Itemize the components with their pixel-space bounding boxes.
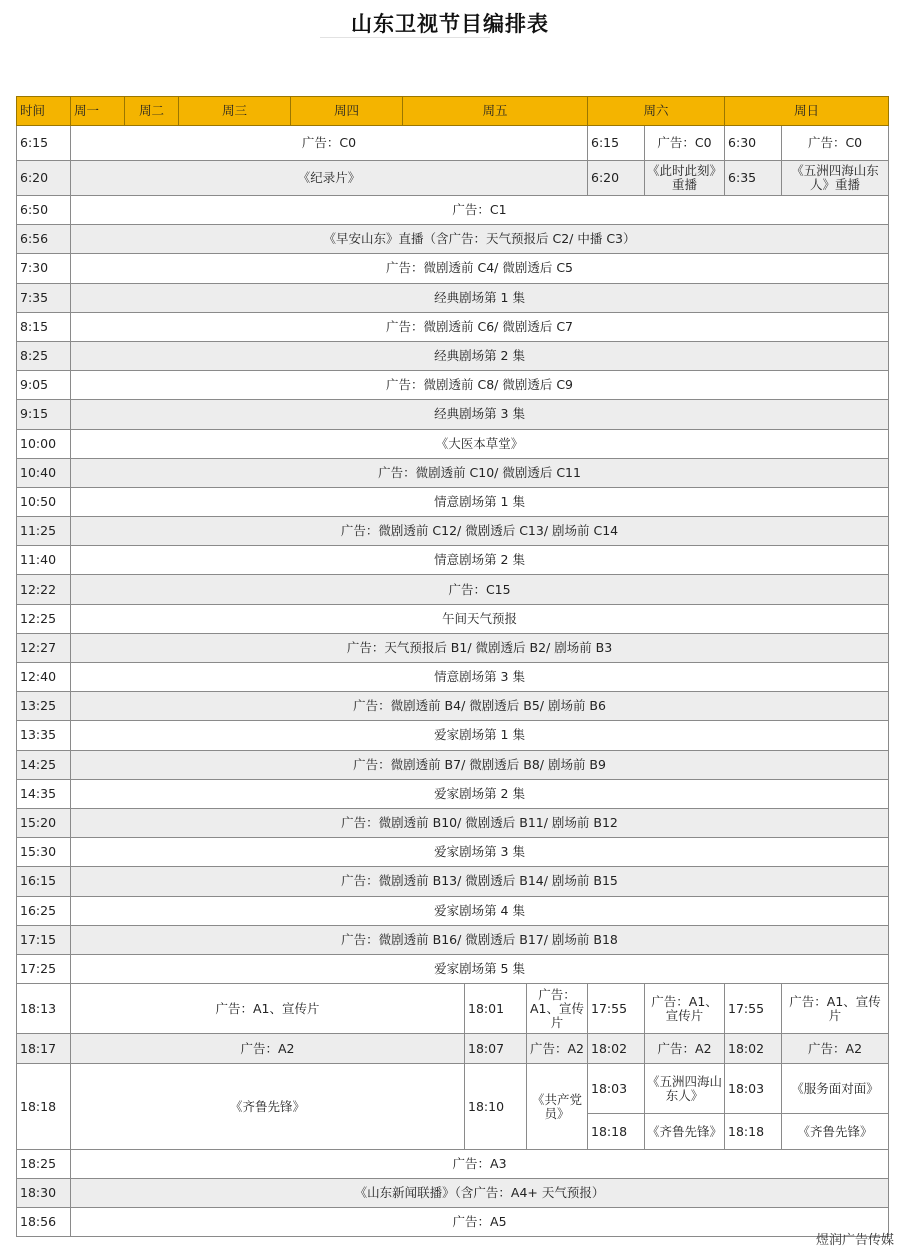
time-cell: 6:50 — [17, 196, 71, 225]
program-cell: 《齐鲁先锋》 — [71, 1064, 465, 1150]
sun-program-cell: 广告：C0 — [782, 126, 889, 161]
header-time: 时间 — [17, 97, 71, 126]
table-row — [17, 633, 889, 662]
table-row — [17, 196, 889, 225]
header-mon: 周一 — [71, 97, 125, 126]
table-row — [17, 604, 889, 633]
table-row — [17, 225, 889, 254]
schedule-table — [16, 96, 889, 1237]
program-cell: 《纪录片》 — [71, 161, 588, 196]
program-cell: 广告：微剧透前 B7/ 微剧透后 B8/ 剧场前 B9 — [71, 750, 889, 779]
time-cell: 10:40 — [17, 458, 71, 487]
time-cell: 6:20 — [17, 161, 71, 196]
sat-time-cell: 18:18 — [588, 1114, 645, 1150]
program-cell: 广告：微剧透前 C8/ 微剧透后 C9 — [71, 371, 889, 400]
sat-time-cell: 6:20 — [588, 161, 645, 196]
program-cell: 情意剧场第 3 集 — [71, 663, 889, 692]
table-row — [17, 1064, 889, 1114]
sun-time-cell: 6:35 — [725, 161, 782, 196]
program-cell: 广告：微剧透前 C4/ 微剧透后 C5 — [71, 254, 889, 283]
time-cell: 6:15 — [17, 126, 71, 161]
table-row — [17, 808, 889, 837]
program-cell: 爱家剧场第 1 集 — [71, 721, 889, 750]
program-cell: 广告：微剧透前 B10/ 微剧透后 B11/ 剧场前 B12 — [71, 808, 889, 837]
sat-time-cell: 6:15 — [588, 126, 645, 161]
sat-program-cell: 广告：C0 — [645, 126, 725, 161]
table-row — [17, 838, 889, 867]
program-cell: 广告：A2 — [71, 1034, 465, 1064]
time-cell: 18:56 — [17, 1208, 71, 1237]
sun-time-cell: 6:30 — [725, 126, 782, 161]
program-cell: 《早安山东》直播（含广告：天气预报后 C2/ 中播 C3） — [71, 225, 889, 254]
table-row — [17, 1208, 889, 1237]
program-cell: 情意剧场第 1 集 — [71, 487, 889, 516]
fri-program-cell: 《共产党员》 — [527, 1064, 588, 1150]
program-cell: 广告：C1 — [71, 196, 889, 225]
table-row — [17, 1034, 889, 1064]
time-cell: 8:15 — [17, 312, 71, 341]
time-cell: 8:25 — [17, 341, 71, 370]
time-cell: 15:20 — [17, 808, 71, 837]
time-cell: 15:30 — [17, 838, 71, 867]
time-cell: 18:13 — [17, 984, 71, 1034]
table-row — [17, 126, 889, 161]
table-row — [17, 779, 889, 808]
fri-program-cell: 广告：A2 — [527, 1034, 588, 1064]
program-cell: 广告：C15 — [71, 575, 889, 604]
table-row — [17, 400, 889, 429]
page-title: 山东卫视节目编排表 — [351, 12, 549, 36]
sun-time-cell: 18:03 — [725, 1064, 782, 1114]
program-cell: 《山东新闻联播》（含广告：A4+ 天气预报） — [71, 1179, 889, 1208]
program-cell: 广告：A3 — [71, 1150, 889, 1179]
table-row — [17, 371, 889, 400]
time-cell: 12:40 — [17, 663, 71, 692]
table-row — [17, 517, 889, 546]
header-wed: 周三 — [179, 97, 291, 126]
program-cell: 情意剧场第 2 集 — [71, 546, 889, 575]
time-cell: 6:56 — [17, 225, 71, 254]
table-row — [17, 575, 889, 604]
sat-program-cell: 广告：A1、宣传片 — [645, 984, 725, 1034]
time-cell: 7:35 — [17, 283, 71, 312]
program-cell: 爱家剧场第 5 集 — [71, 954, 889, 983]
table-row — [17, 458, 889, 487]
time-cell: 17:15 — [17, 925, 71, 954]
fri-time-cell: 18:01 — [465, 984, 527, 1034]
program-cell: 经典剧场第 2 集 — [71, 341, 889, 370]
time-cell: 18:18 — [17, 1064, 71, 1150]
sun-time-cell: 18:18 — [725, 1114, 782, 1150]
program-cell: 爱家剧场第 4 集 — [71, 896, 889, 925]
time-cell: 16:25 — [17, 896, 71, 925]
program-cell: 《大医本草堂》 — [71, 429, 889, 458]
table-row — [17, 429, 889, 458]
program-cell: 广告：微剧透前 B4/ 微剧透后 B5/ 剧场前 B6 — [71, 692, 889, 721]
header-row — [17, 97, 889, 126]
table-row — [17, 750, 889, 779]
sat-time-cell: 18:02 — [588, 1034, 645, 1064]
table-row — [17, 546, 889, 575]
time-cell: 18:17 — [17, 1034, 71, 1064]
sat-program-cell: 《齐鲁先锋》 — [645, 1114, 725, 1150]
time-cell: 9:15 — [17, 400, 71, 429]
sun-time-cell: 17:55 — [725, 984, 782, 1034]
sun-program-cell: 《齐鲁先锋》 — [782, 1114, 889, 1150]
header-thu: 周四 — [291, 97, 403, 126]
time-cell: 11:25 — [17, 517, 71, 546]
time-cell: 18:30 — [17, 1179, 71, 1208]
program-cell: 爱家剧场第 2 集 — [71, 779, 889, 808]
table-row — [17, 984, 889, 1034]
header-sun: 周日 — [725, 97, 889, 126]
time-cell: 17:25 — [17, 954, 71, 983]
time-cell: 14:25 — [17, 750, 71, 779]
time-cell: 12:25 — [17, 604, 71, 633]
time-cell: 10:50 — [17, 487, 71, 516]
table-row — [17, 341, 889, 370]
table-row — [17, 283, 889, 312]
table-row — [17, 867, 889, 896]
time-cell: 13:25 — [17, 692, 71, 721]
program-cell: 广告：微剧透前 C12/ 微剧透后 C13/ 剧场前 C14 — [71, 517, 889, 546]
sun-program-cell: 《服务面对面》 — [782, 1064, 889, 1114]
program-cell: 广告：微剧透前 C6/ 微剧透后 C7 — [71, 312, 889, 341]
program-cell: 午间天气预报 — [71, 604, 889, 633]
sat-program-cell: 《五洲四海山东人》 — [645, 1064, 725, 1114]
table-row — [17, 487, 889, 516]
header-tue: 周二 — [125, 97, 179, 126]
sat-program-cell: 《此时此刻》重播 — [645, 161, 725, 196]
table-row — [17, 896, 889, 925]
program-cell: 经典剧场第 3 集 — [71, 400, 889, 429]
table-row — [17, 721, 889, 750]
time-cell: 14:35 — [17, 779, 71, 808]
table-row — [17, 161, 889, 196]
time-cell: 10:00 — [17, 429, 71, 458]
sat-program-cell: 广告：A2 — [645, 1034, 725, 1064]
table-row — [17, 1179, 889, 1208]
time-cell: 12:27 — [17, 633, 71, 662]
time-cell: 16:15 — [17, 867, 71, 896]
table-row — [17, 954, 889, 983]
time-cell: 9:05 — [17, 371, 71, 400]
program-cell: 广告：微剧透前 C10/ 微剧透后 C11 — [71, 458, 889, 487]
sun-program-cell: 广告：A2 — [782, 1034, 889, 1064]
title-divider — [320, 37, 490, 38]
sun-program-cell: 《五洲四海山东人》重播 — [782, 161, 889, 196]
time-cell: 7:30 — [17, 254, 71, 283]
program-cell: 广告：A1、宣传片 — [71, 984, 465, 1034]
time-cell: 13:35 — [17, 721, 71, 750]
table-row — [17, 925, 889, 954]
sat-time-cell: 18:03 — [588, 1064, 645, 1114]
table-row — [17, 1150, 889, 1179]
program-cell: 经典剧场第 1 集 — [71, 283, 889, 312]
time-cell: 18:25 — [17, 1150, 71, 1179]
footer-brand: 煜润广告传媒 — [815, 1233, 894, 1248]
fri-time-cell: 18:07 — [465, 1034, 527, 1064]
program-cell: 广告：微剧透前 B16/ 微剧透后 B17/ 剧场前 B18 — [71, 925, 889, 954]
sat-time-cell: 17:55 — [588, 984, 645, 1034]
sun-time-cell: 18:02 — [725, 1034, 782, 1064]
table-row — [17, 254, 889, 283]
program-cell: 广告：A5 — [71, 1208, 889, 1237]
fri-time-cell: 18:10 — [465, 1064, 527, 1150]
program-cell: 广告：C0 — [71, 126, 588, 161]
sun-program-cell: 广告：A1、宣传片 — [782, 984, 889, 1034]
table-row — [17, 663, 889, 692]
time-cell: 12:22 — [17, 575, 71, 604]
table-row — [17, 312, 889, 341]
program-cell: 爱家剧场第 3 集 — [71, 838, 889, 867]
table-row — [17, 692, 889, 721]
header-fri: 周五 — [403, 97, 588, 126]
header-sat: 周六 — [588, 97, 725, 126]
fri-program-cell: 广告：A1、宣传片 — [527, 984, 588, 1034]
program-cell: 广告：微剧透前 B13/ 微剧透后 B14/ 剧场前 B15 — [71, 867, 889, 896]
program-cell: 广告：天气预报后 B1/ 微剧透后 B2/ 剧场前 B3 — [71, 633, 889, 662]
time-cell: 11:40 — [17, 546, 71, 575]
